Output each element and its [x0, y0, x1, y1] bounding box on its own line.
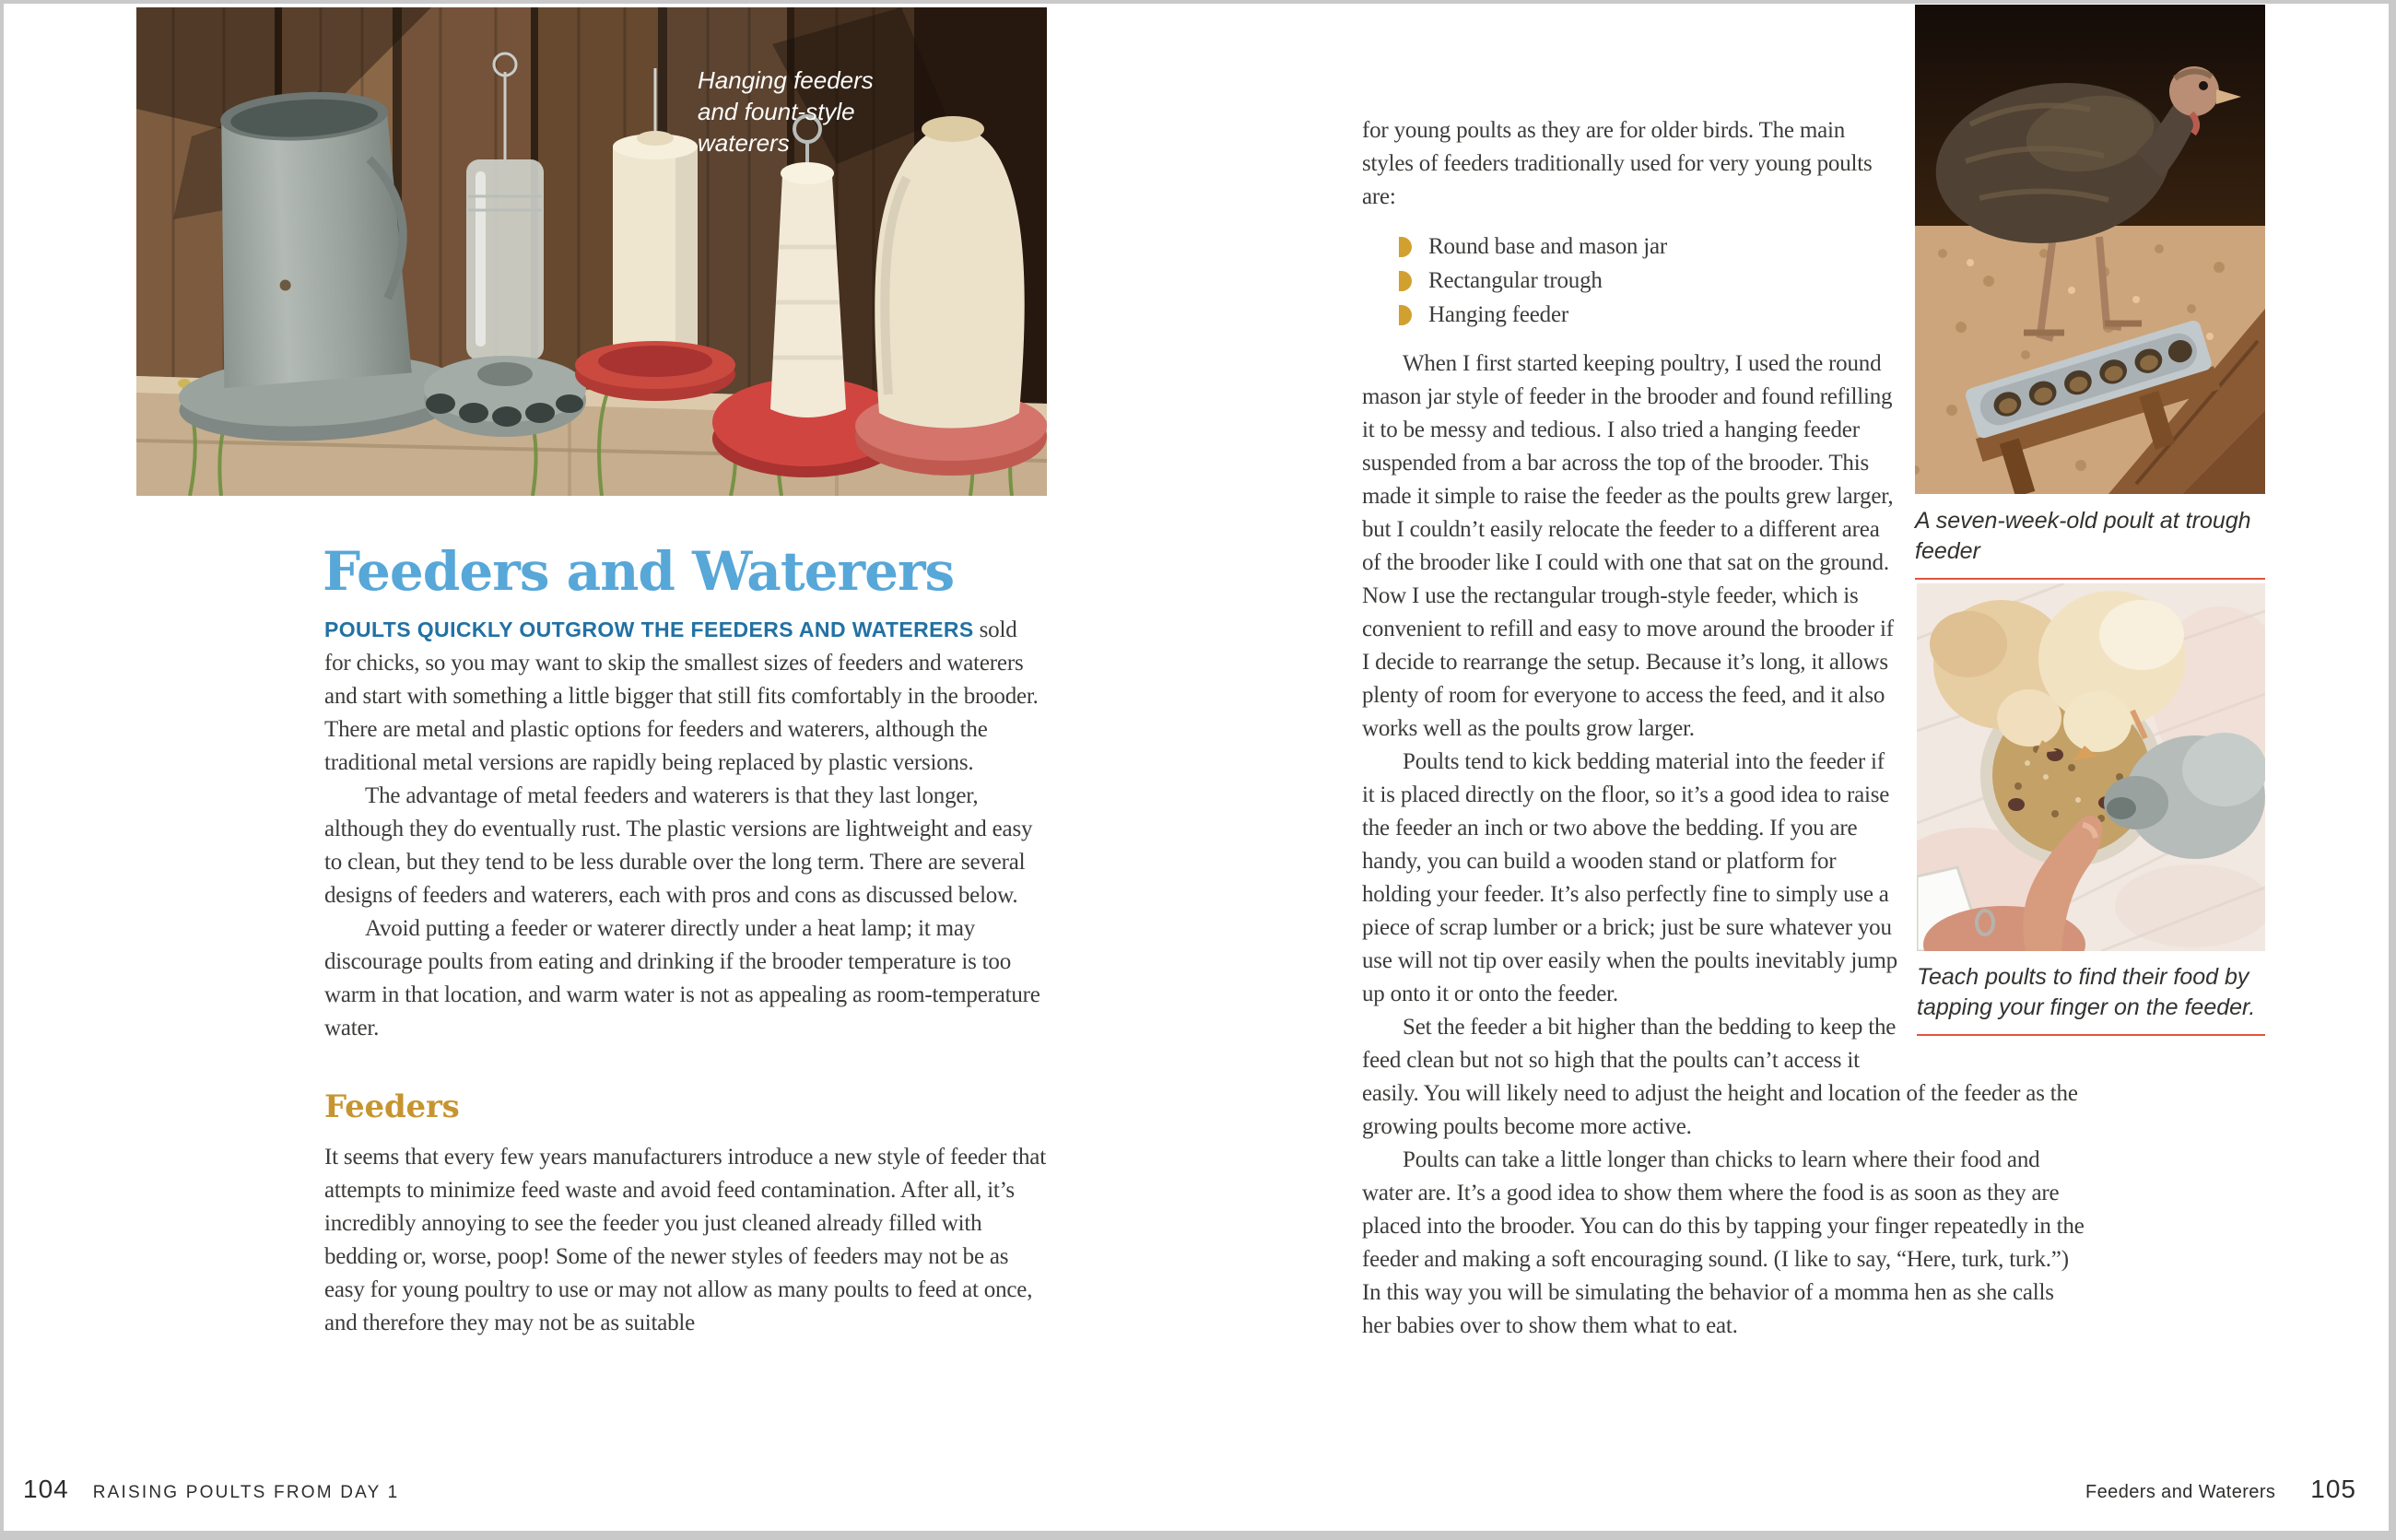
- page-number: 104: [23, 1475, 69, 1503]
- footer-right: [2085, 1475, 2356, 1504]
- paragraph: It seems that every few years manufacturers introduce a new style of feeder that attempts to minimize feed waste and avoid feed contamination. After all, it’s incredibly annoying to see the feeder you just cleaned already filled with bedding or, worse, poop! Some of the newer styles of feeders may not be as easy for young poultry to use or may not allow as many poults to feed at once, and therefore they may not be as suitable: [324, 1145, 1046, 1335]
- paragraph: Poults tend to kick bedding material into the feeder if it is placed directly on the floor, so it’s a good idea to raise the feeder an inch or two above the bedding. If you are handy, you can build a wooden stand or platform for holding your feeder. It’s also perfectly fine to simply use a piece of scrap lumber or a brick; just be sure whatever you use will not tip over easily when the poults inevitably jump up onto it or onto the feeder.: [1362, 749, 1897, 1006]
- lead-paragraph: [324, 614, 1049, 780]
- paragraph: Poults can take a little longer than chicks to learn where their food and water are. It’s a good idea to show them where the food is as soon as they are placed into the brooder. You can do this by tapping your finger repeatedly in the feeder and making a soft encouraging sound. (I like to say, “Here, turk, turk.”) In this way you will be simulating the behavior of a momma hen as she calls her babies over to show them what to eat.: [1362, 1147, 2085, 1338]
- chicks-feeder-photo: [1917, 583, 2265, 951]
- bullet-icon: [1399, 271, 1412, 291]
- poult-trough-photo: [1915, 5, 2265, 494]
- section-subheading: Feeders: [324, 1088, 460, 1125]
- paragraph: Avoid putting a feeder or waterer directly under a heat lamp; it may discourage poults from eating and drinking if the brooder temperature is too warm in that location, and warm water is not as appealing as room-temperature water.: [324, 916, 1040, 1040]
- paragraph: The advantage of metal feeders and waterers is that they last longer, although they do eventually rust. The plastic versions are lightweight and easy to clean, but they tend to be less durable over the long term. There are several designs of feeders and waterers, each with pros and cons as discussed below.: [324, 783, 1033, 908]
- photo-caption: A seven-week-old poult at trough feeder: [1915, 506, 2265, 580]
- page-title: Feeders and Waterers: [323, 540, 955, 603]
- chicks-photo-art: [1917, 583, 2265, 951]
- left-text-column: [324, 614, 1049, 1340]
- lead-rest: sold for chicks, so you may want to skip the smallest sizes of feeders and waterers and start with something a little bigger that still fits comfortably in the brooder. There are metal and plastic options for feeders and waterers, although the traditional metal versions are rapidly being replaced by plastic versions.: [324, 617, 1039, 775]
- photo-caption: Hanging feeders and fount-style waterers: [698, 66, 874, 157]
- paragraph: for young poults as they are for older birds. The main styles of feeders traditionally used for very young poults are:: [1362, 118, 1873, 209]
- footer-left: [23, 1475, 399, 1504]
- list-item: [1399, 264, 1898, 298]
- running-head: RAISING POULTS FROM DAY 1: [92, 1483, 400, 1502]
- paragraph: When I first started keeping poultry, I used the round mason jar style of feeder in the brooder and found refilling it to be messy and tedious. I also tried a hanging feeder suspended from a bar across the top of the brooder. This made it simple to raise the feeder as the poults grew larger, but I couldn’t easily relocate the feeder to a different area of the brooder like I could with one that sat on the ground. Now I use the rectangular trough-style feeder, which is convenient to refill and easy to move around the brooder if I decide to rearrange the setup. Because it’s long, it allows plenty of room for everyone to access the feed, and it also works well as the poults grow larger.: [1362, 351, 1894, 741]
- list-item: [1399, 229, 1898, 264]
- lead-caps: POULTS QUICKLY OUTGROW THE FEEDERS AND WATERERS: [324, 617, 974, 641]
- page-number: 105: [2310, 1475, 2356, 1503]
- running-head: Feeders and Waterers: [2085, 1482, 2276, 1502]
- bullet-icon: [1399, 305, 1412, 325]
- photo-caption: Teach poults to find their food by tapping your finger on the feeder.: [1917, 962, 2265, 1036]
- list-item: [1399, 298, 1898, 332]
- list-item-label: Round base and mason jar: [1428, 234, 1668, 259]
- list-item-label: Rectangular trough: [1428, 268, 1603, 293]
- paragraph: Set the feeder a bit higher than the bedding to keep the feed clean but not so high that the poults can’t access it easily. You will likely need to adjust the height and location of the feeder as the growing poults become more active.: [1362, 1015, 2078, 1139]
- list-item-label: Hanging feeder: [1428, 302, 1568, 327]
- bullet-icon: [1399, 237, 1412, 257]
- poult-photo-art: [1915, 5, 2265, 494]
